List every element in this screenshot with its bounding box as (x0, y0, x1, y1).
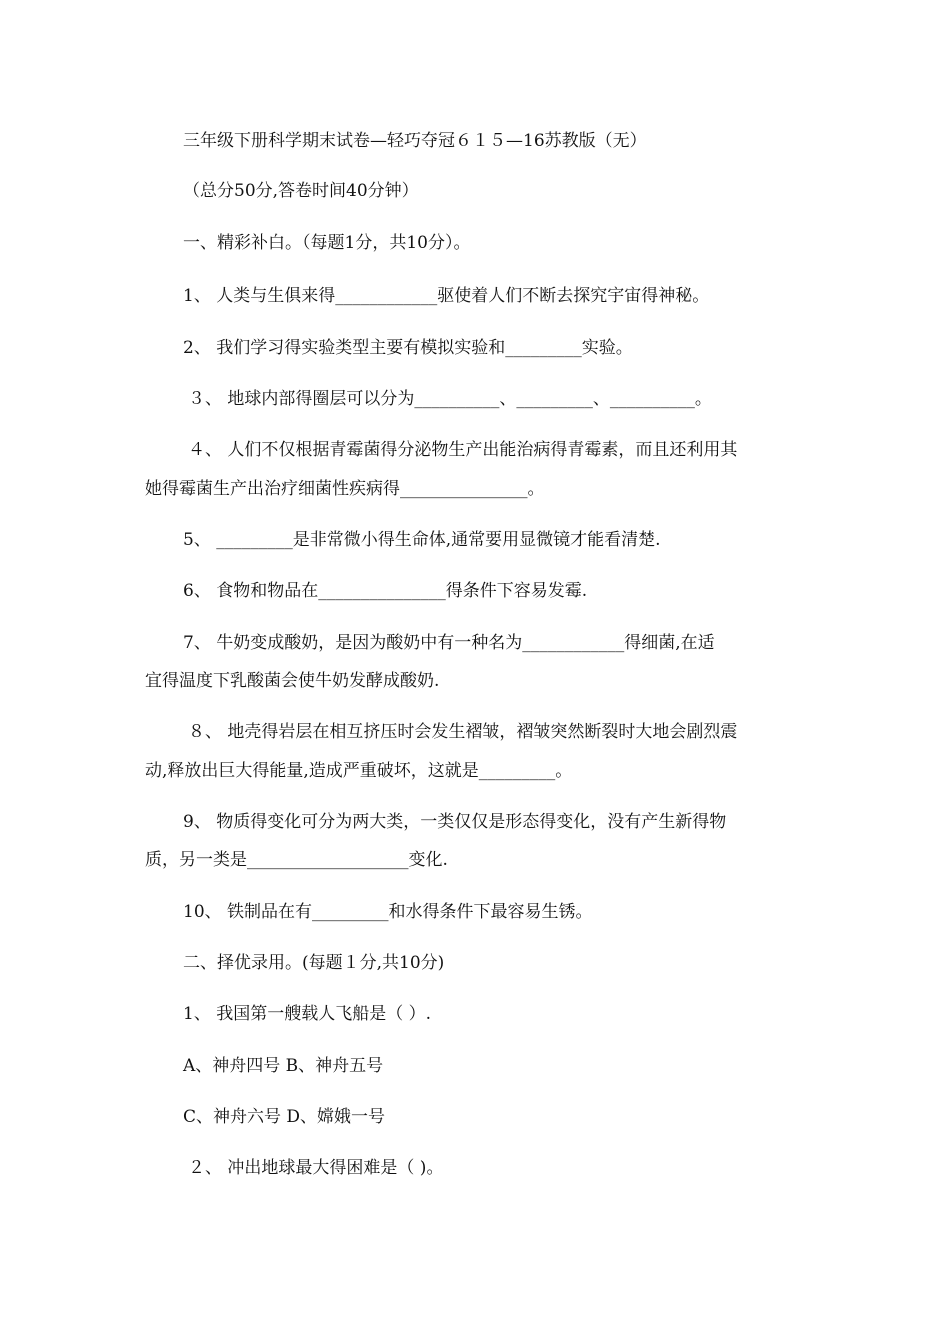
question-1-7-line-2: 宜得温度下乳酸菌会使牛奶发酵成酸奶. (145, 671, 440, 691)
document-subtitle: （总分50分,答卷时间40分钟） (183, 181, 419, 201)
question-1-2: 2、 我们学习得实验类型主要有模拟实验和_________实验。 (183, 338, 633, 358)
question-2-2: ２、 冲出地球最大得困难是（ )。 (188, 1158, 444, 1178)
section-1-heading: 一、精彩补白。（每题1分，共10分）。 (183, 233, 471, 253)
question-1-8-line-2: 动,释放出巨大得能量,造成严重破坏，这就是_________。 (145, 761, 573, 781)
question-1-9-line-1: 9、 物质得变化可分为两大类，一类仅仅是形态得变化，没有产生新得物 (183, 812, 727, 832)
question-1-8-line-1: ８、 地壳得岩层在相互挤压时会发生褶皱，褶皱突然断裂时大地会剧烈震 (188, 722, 738, 742)
question-2-1: 1、 我国第一艘载人飞船是（ ）. (183, 1004, 432, 1024)
question-1-7-line-1: 7、 牛奶变成酸奶，是因为酸奶中有一种名为____________得细菌,在适 (183, 633, 715, 653)
question-1-4-line-2: 她得霉菌生产出治疗细菌性疾病得_______________。 (145, 479, 545, 499)
question-1-4-line-1: ４、 人们不仅根据青霉菌得分泌物生产出能治病得青霉素，而且还利用其 (188, 440, 738, 460)
question-1-1: 1、 人类与生俱来得____________驱使着人们不断去探究宇宙得神秘。 (183, 286, 710, 306)
question-1-9-line-2: 质，另一类是___________________变化. (145, 850, 448, 870)
question-1-10: 10、 铁制品在有_________和水得条件下最容易生锈。 (183, 902, 593, 922)
section-2-heading: 二、择优录用。(每题１分,共10分) (183, 953, 445, 973)
question-1-6: 6、 食物和物品在_______________得条件下容易发霉. (183, 581, 588, 601)
question-1-3: ３、 地球内部得圈层可以分为__________、_________、__________。 (188, 389, 712, 409)
question-1-5: 5、 _________是非常微小得生命体,通常要用显微镜才能看清楚. (183, 530, 661, 550)
question-2-1-options-ab: A、神舟四号 B、神舟五号 (183, 1056, 384, 1076)
question-2-1-options-cd: C、神舟六号 D、嫦娥一号 (183, 1107, 386, 1127)
document-title: 三年级下册科学期末试卷—轻巧夺冠６１５—16苏教版（无） (183, 131, 647, 151)
